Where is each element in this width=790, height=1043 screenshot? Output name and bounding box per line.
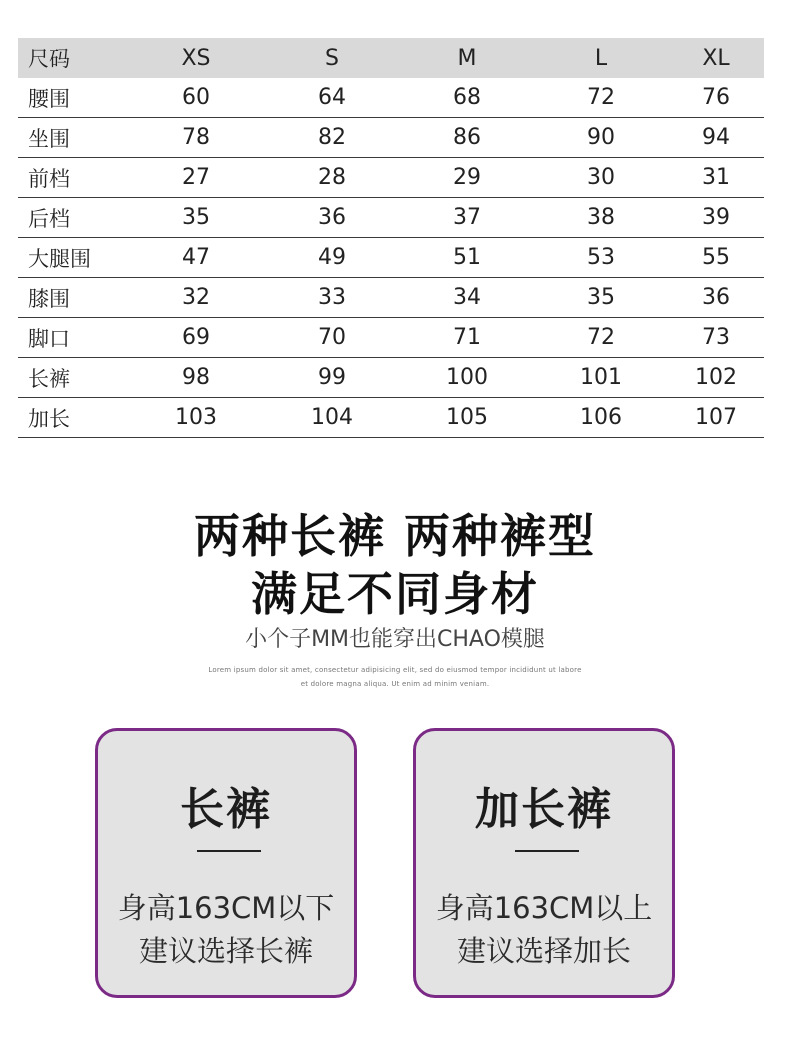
table-cell: 72 [534,318,668,358]
table-cell: 105 [400,398,534,438]
table-cell: 70 [264,318,400,358]
card-advice-text: 建议选择长裤 [138,934,313,968]
table-cell: 37 [400,198,534,238]
row-label: 长裤 [18,358,128,398]
table-row [18,358,764,398]
header-size-label: 尺码 [18,38,128,78]
header-m: M [400,38,534,78]
card-title: 加长裤 [475,784,613,835]
table-cell: 68 [400,78,534,118]
table-cell: 47 [128,238,264,278]
table-cell: 36 [668,278,764,318]
size-table [18,38,764,438]
table-cell: 60 [128,78,264,118]
row-label: 腰围 [18,78,128,118]
table-row [18,398,764,438]
table-cell: 53 [534,238,668,278]
table-cell: 27 [128,158,264,198]
card-height-text: 身高163CM以下 [117,891,335,925]
table-cell: 35 [534,278,668,318]
table-cell: 71 [400,318,534,358]
table-cell: 101 [534,358,668,398]
card-extra-long-pants [413,728,675,998]
card-divider [197,850,261,852]
table-cell: 38 [534,198,668,238]
header-xs: XS [128,38,264,78]
row-label: 前档 [18,158,128,198]
card-divider [515,850,579,852]
table-cell: 49 [264,238,400,278]
table-cell: 39 [668,198,764,238]
table-row [18,238,764,278]
table-cell: 82 [264,118,400,158]
table-cell: 29 [400,158,534,198]
headline-line-2: 满足不同身材 [251,567,539,621]
table-row [18,118,764,158]
table-cell: 100 [400,358,534,398]
table-cell: 76 [668,78,764,118]
row-label: 加长 [18,398,128,438]
table-row [18,198,764,238]
table-row [18,318,764,358]
table-cell: 104 [264,398,400,438]
headline-line-1: 两种长裤 两种裤型 [193,509,596,563]
table-cell: 33 [264,278,400,318]
table-cell: 31 [668,158,764,198]
table-cell: 98 [128,358,264,398]
table-cell: 106 [534,398,668,438]
row-label: 脚口 [18,318,128,358]
lorem-text-line-2: et dolore magna aliqua. Ut enim ad minim veniam. [300,680,490,688]
table-cell: 34 [400,278,534,318]
row-label: 坐围 [18,118,128,158]
lorem-text-line-1: Lorem ipsum dolor sit amet, consectetur adipisicing elit, sed do eiusmod tempor incididunt ut labore [208,666,582,674]
table-cell: 28 [264,158,400,198]
row-label: 后档 [18,198,128,238]
table-cell: 51 [400,238,534,278]
table-cell: 107 [668,398,764,438]
row-label: 大腿围 [18,238,128,278]
table-cell: 94 [668,118,764,158]
table-cell: 73 [668,318,764,358]
table-row [18,278,764,318]
table-cell: 30 [534,158,668,198]
header-l: L [534,38,668,78]
table-cell: 55 [668,238,764,278]
header-s: S [264,38,400,78]
table-cell: 69 [128,318,264,358]
table-cell: 90 [534,118,668,158]
table-cell: 86 [400,118,534,158]
table-cell: 72 [534,78,668,118]
table-cell: 64 [264,78,400,118]
table-cell: 103 [128,398,264,438]
subtitle: 小个子MM也能穿出CHAO模腿 [245,627,545,652]
table-cell: 99 [264,358,400,398]
table-cell: 102 [668,358,764,398]
card-long-pants [95,728,357,998]
table-cell: 32 [128,278,264,318]
card-title: 长裤 [180,784,272,835]
card-height-text: 身高163CM以上 [435,891,653,925]
table-header-row [18,38,764,78]
table-row [18,158,764,198]
card-advice-text: 建议选择加长 [456,934,631,968]
table-cell: 35 [128,198,264,238]
row-label: 膝围 [18,278,128,318]
table-cell: 78 [128,118,264,158]
table-row [18,78,764,118]
table-cell: 36 [264,198,400,238]
header-xl: XL [668,38,764,78]
